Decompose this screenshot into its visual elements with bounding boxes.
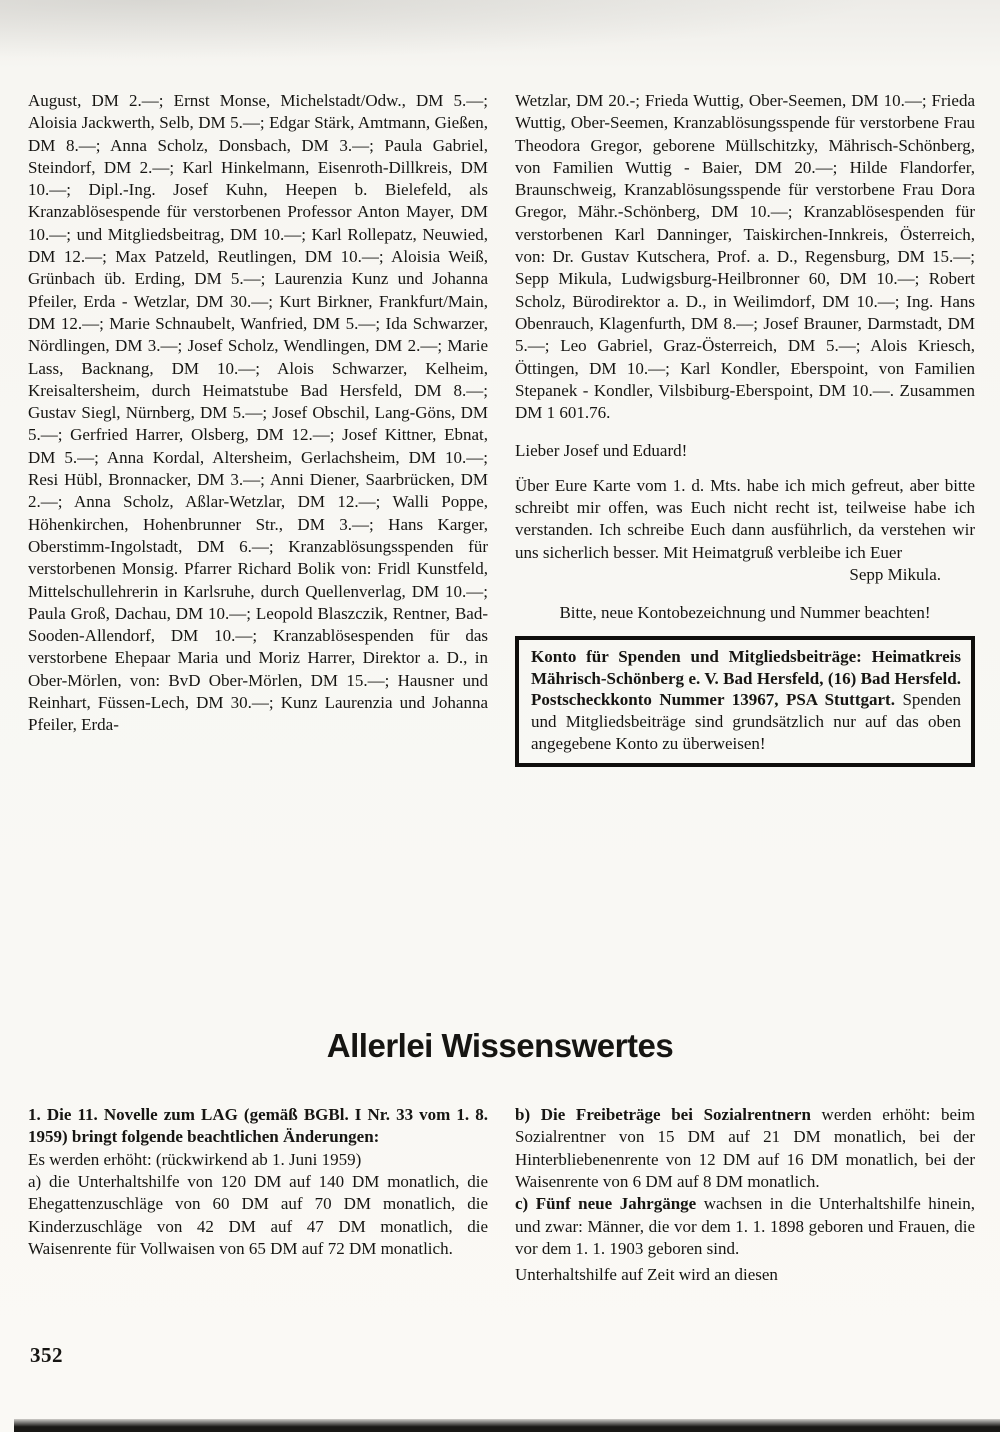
letter-salutation: Lieber Josef und Eduard! [515,441,688,461]
donations-list-left: August, DM 2.—; Ernst Monse, Michelstadt/Odw., DM 5.—; Aloisia Jackwerth, Selb, DM 5.—; Edgar Stärk, Amtmann, Gießen, DM 8.—; Anna Scholz, Donsbach, DM 3.—; Paula Gabriel, Steindorf, DM 2.—; Karl Hinkelmann, Eisenroth-Dillkreis, DM 10.—; Dipl.-Ing. Josef Kuhn, Heepen b. Bielefeld, als Kranzablösespende für verstorbenen Professor Anton Mayer, DM 10.—; und Mitgliedsbeitrag, DM 10.—; Karl Rollepatz, Neuwied, DM 12.—; Max Patzeld, Reutlingen, DM 10.—; Aloisia Weiß, Grünbach üb. Erding, DM 5.—; Laurenzia Kunz und Johanna Pfeiler, Erda - Wetzlar, DM 30.—; Kurt Birkner, Frankfurt/Main, DM 12.—; Marie Schnaubelt, Wanfried, DM 5.—; Ida Schwarzer, Nördlingen, DM 3.—; Josef Scholz, Wendlingen, DM 2.—; Marie Lass, Backnang, DM 10.—; Alois Schwarzer, Kelheim, Kreisaltersheim, durch Heimatstube Bad Hersfeld, DM 8.—; Gustav Siegl, Nürnberg, DM 5.—; Josef Obschil, Lang-Göns, DM 5.—; Gerfried Harrer, Olsberg, DM 12.—; Josef Kittner, Ebnat, DM 5.—; Anna Kordal, Altersheim, Gerlachsheim, DM 10.—; Resi Hübl, Bronnacker, DM 3.—; Anni Diener, Saarbrücken, DM 2.—; Anna Scholz, Aßlar-Wetzlar, DM 12.—; Walli Poppe, Höhenkirchen, Hohenbrunner Str., DM 3.—; Hans Karger, Oberstimm-Ingolstadt, DM 6.—; Kranzablösungsspenden für verstorbenen Monsig. Pfarrer Richard Bolik von: Fridl Kunstfeld, Mittelschullehrerin in Karlsruhe, durch Quellenverlag, DM 10.—; Paula Groß, Dachau, DM 10.—; Leopold Blaszczik, Rentner, Bad-Sooden-Allendorf, DM 10.—; Kranzablösespenden für das verstorbene Ehepaar Maria und Moriz Harrer, Direktor a. D., in Ober-Mörlen, von: BvD Ober-Mörlen, DM 15.—; Hausner und Reinhart, Füssen-Lech, DM 30.—; Kunz Laurenzia und Johanna Pfeiler, Erda- [28,91,488,735]
lag-intro: Es werden erhöht: (rückwirkend ab 1. Juni 1959) [28,1149,362,1169]
letter-signature: Sepp Mikula. [849,564,941,584]
konto-box [515,636,975,767]
donations-list-right: Wetzlar, DM 20.-; Frieda Wuttig, Ober-Seemen, DM 10.—; Frieda Wuttig, Ober-Seemen, Kranzablösungsspende für verstorbene Frau Theodora Gregor, geborene Müllschitzky, Mährisch-Schönberg, von Familien Wuttig - Baier, DM 20.—; Hilde Flandorfer, Braunschweig, Kranzablösungsspende für verstorbene Frau Dora Gregor, Mähr.-Schönberg, DM 10.—; Kranzablösespenden für verstorbenen Karl Danninger, Taiskirchen-Innkreis, Österreich, von: Dr. Gustav Kutschera, Prof. a. D., Regensburg, DM 15.—; Sepp Mikula, Ludwigsburg-Heilbronner 60, DM 10.—; Robert Scholz, Bürodirektor a. D., in Weilimdorf, DM 10.—; Ing. Hans Obenrauch, Klagenfurth, DM 8.—; Josef Brauner, Darmstadt, DM 5.—; Leo Gabriel, Graz-Österreich, DM 5.—; Alois Kriesch, Öttingen, DM 10.—; Karl Kondler, Eberspoint, von Familien Stepanek - Kondler, Vilsbiburg-Eberspoint, DM 10.—. Zusammen DM 1 601.76. [515,91,975,423]
bottom-left-column [28,1104,488,1286]
wissenswertes-section [0,1088,1000,1286]
letter-body: Über Eure Karte vom 1. d. Mts. habe ich mich gefreut, aber bitte schreibt mir offen, was Euch nicht recht ist, teilweise habe ich verstanden. Ich schreibe Euch dann ausführlich, da verstehen wir uns sicherlich besser. Mit Heimatgruß verbleibe ich Euer [515,475,975,562]
point-b-lead: b) Die Freibeträge bei Sozialrentnern [515,1105,822,1125]
lag-point-a: a) die Unterhaltshilfe von 120 DM auf 140 DM monatlich, die Ehegattenzuschläge von 60 DM auf 70 DM monatlich, die Kinderzuschläge von 42 DM auf 47 DM monatlich, die Waisenrente für Vollwaisen von 65 DM auf 72 DM monatlich. [28,1172,488,1258]
point-c-text: wachsen in die Unterhaltshilfe hinein, und zwar: Männer, die vor dem 1. 1. 1898 geboren und Frauen, die vor dem 1. 1. 1903 geboren sind. [515,1194,975,1258]
right-column [515,90,975,1008]
konto-box-regular-text: Spenden und Mitgliedsbeiträge sind grundsätzlich nur auf das oben angegebene Konto zu überweisen! [531,690,961,753]
bottom-right-column [515,1104,975,1286]
konto-box-bold-text: Konto für Spenden und Mitgliedsbeiträge: Heimatkreis Mährisch-Schönberg e. V. Bad Hersfeld, (16) Bad Hersfeld. Postscheckkonto Nummer 13967, PSA Stuttgart. [531,646,961,710]
left-column [28,90,488,1008]
point-b [515,1104,975,1193]
page-number: 352 [30,1343,63,1367]
section-title: Allerlei Wissenswertes [326,1027,674,1064]
point-c [515,1193,975,1260]
konto-notice-lead: Bitte, neue Kontobezeichnung und Nummer beachten! [559,603,931,623]
scan-artifact-bottom-edge [14,1419,1000,1432]
lag-novelle-heading: 1. Die 11. Novelle zum LAG (gemäß BGBl. I Nr. 33 vom 1. 8. 1959) bringt folgende beachtlichen Änderungen: [28,1105,488,1147]
konto-box-text [531,646,961,755]
point-b-text: werden erhöht: beim Sozialrentner von 15 DM auf 21 DM monatlich, bei der Hinterbliebenenrente von 12 DM auf 16 DM monatlich, bei der Waisenrente von 6 DM auf 8 DM monatlich. [515,1105,975,1191]
continuation-line: Unterhaltshilfe auf Zeit wird an diesen [515,1265,778,1285]
point-c-lead: c) Fünf neue Jahrgänge [515,1194,704,1214]
